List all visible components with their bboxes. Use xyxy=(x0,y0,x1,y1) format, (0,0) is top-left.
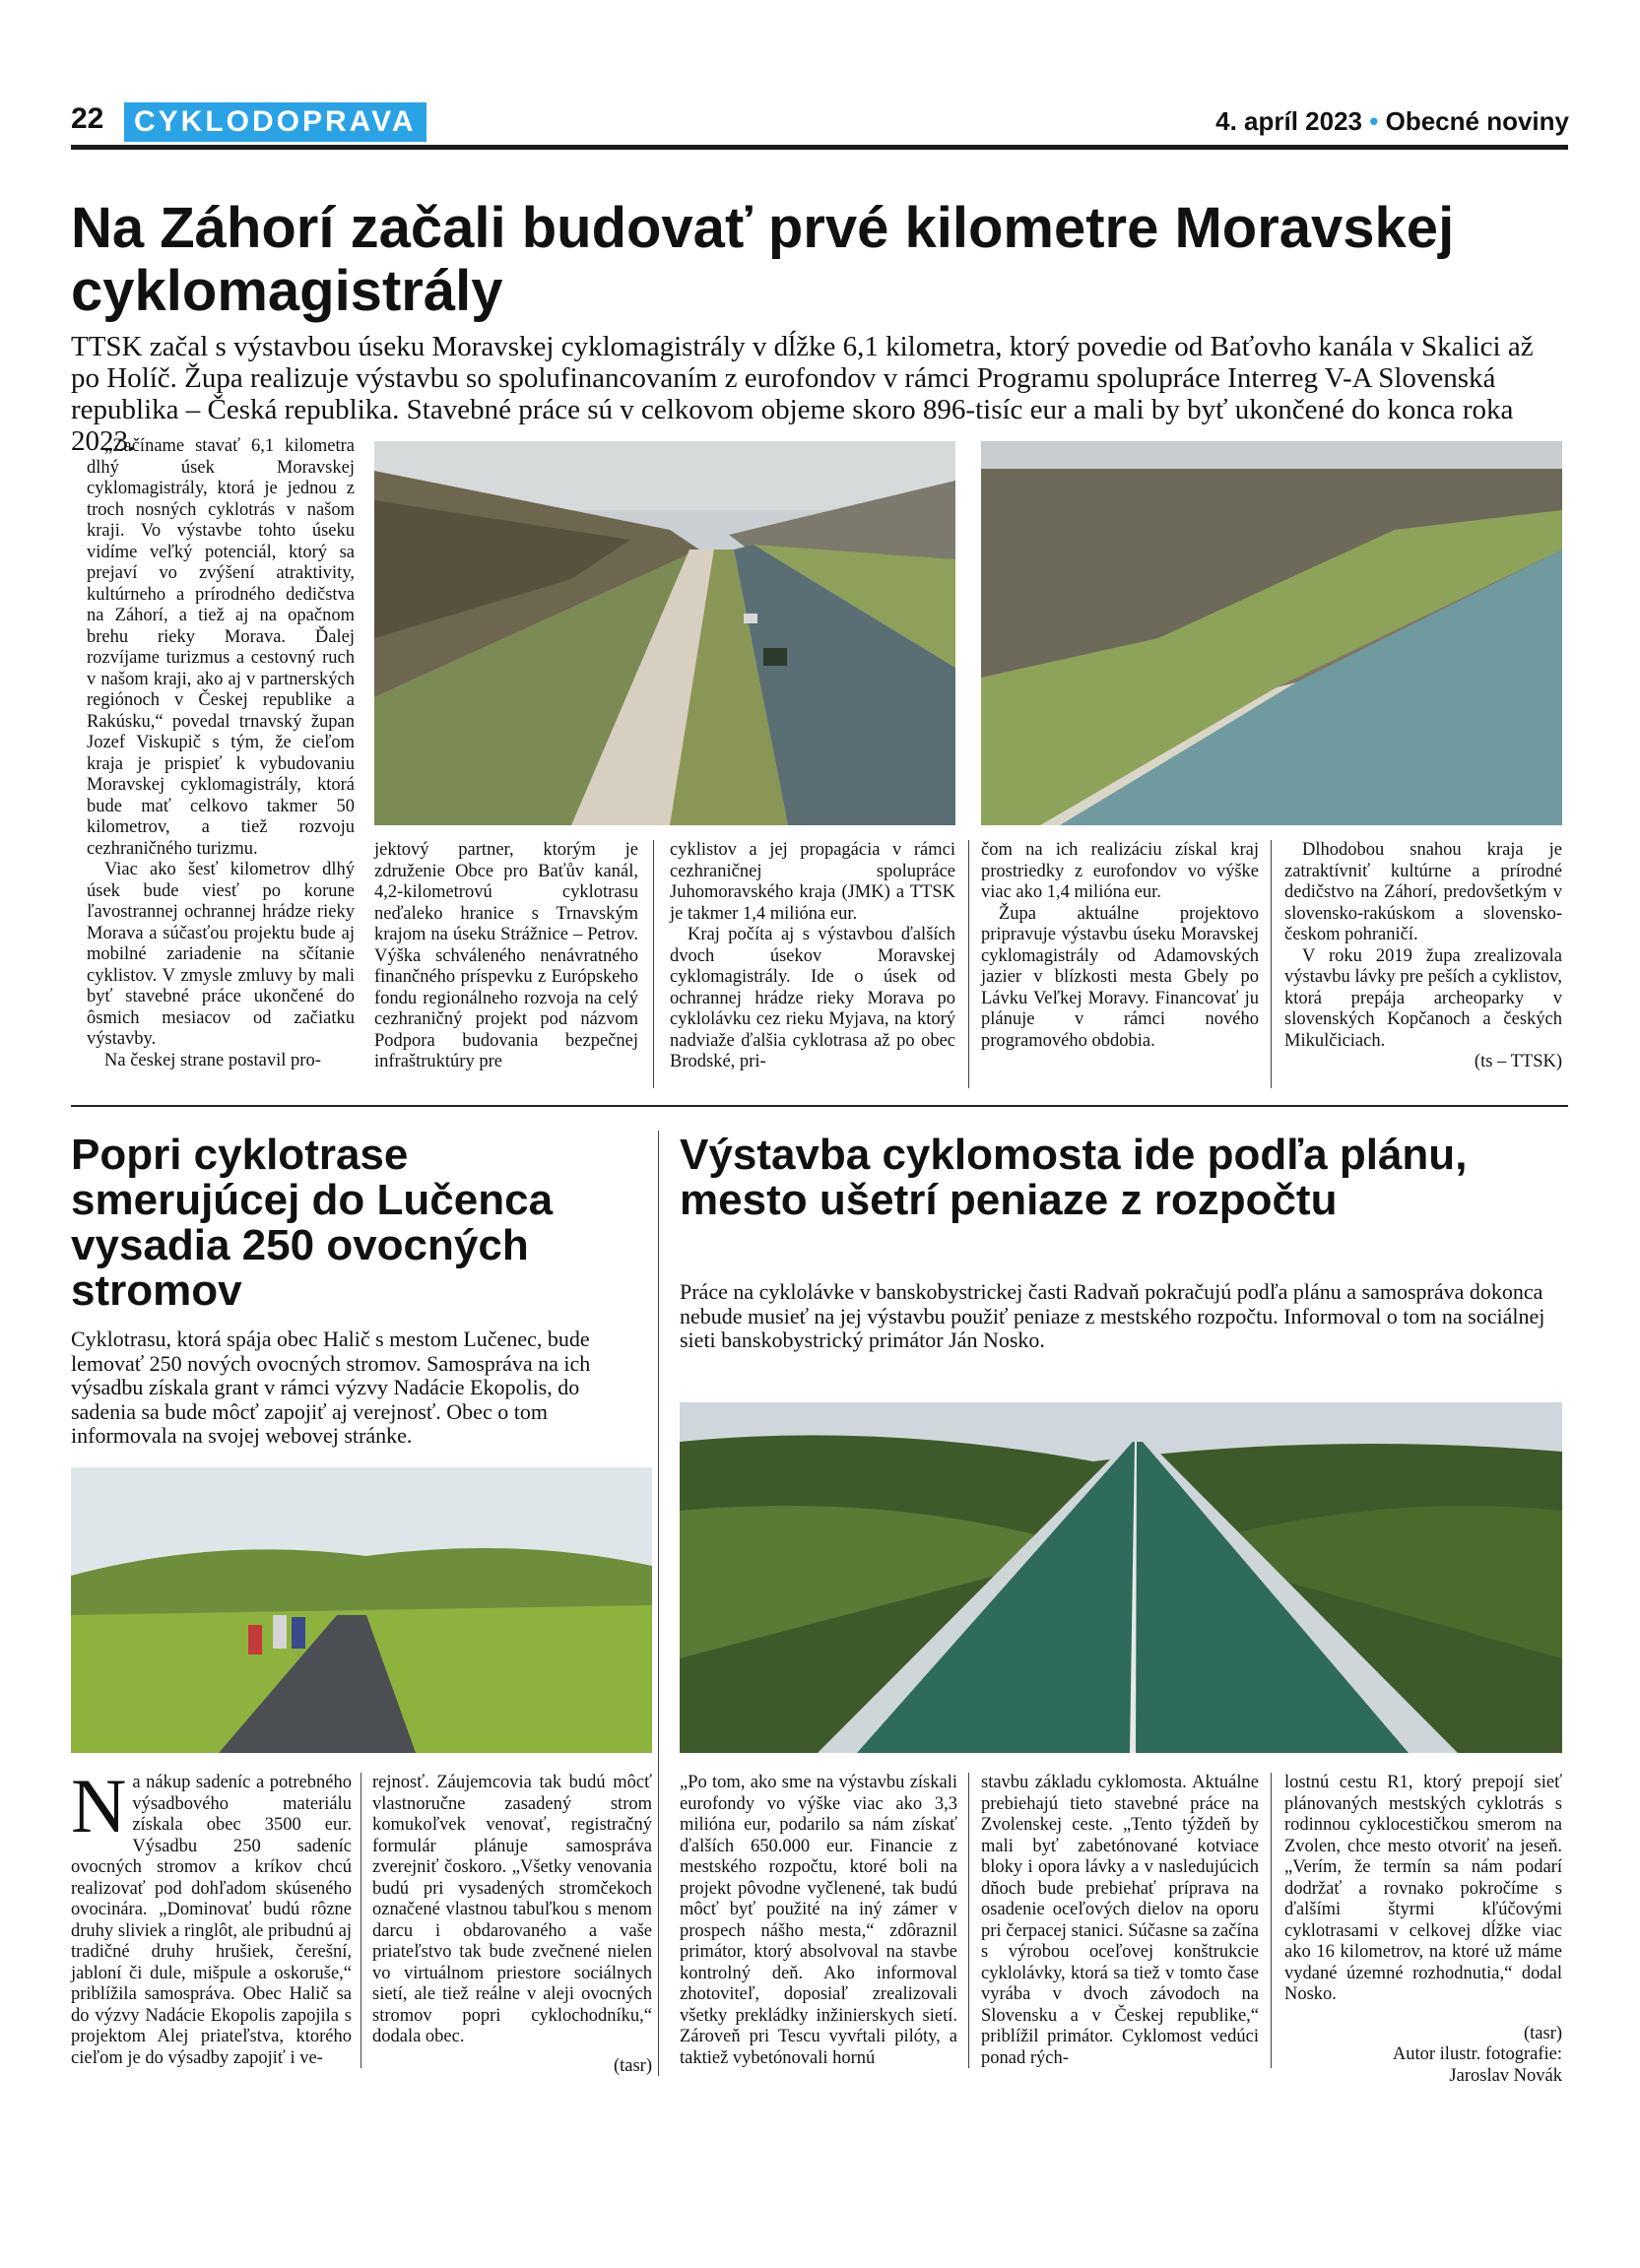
section-label: CYKLODOPRAVA xyxy=(124,102,426,142)
article1-column-3 xyxy=(670,840,955,1073)
column-divider xyxy=(1271,840,1272,1088)
publication-name: Obecné noviny xyxy=(1385,106,1569,136)
column-divider xyxy=(968,840,969,1088)
cyclists-photo xyxy=(71,1467,652,1753)
article2-column-1 xyxy=(71,1763,352,2069)
article2-paragraph: rejnosť. Záujemcovia tak budú môcť vlastnoručne zasadený strom komukoľvek venovať, registračný formulár plánuje samospráva zverejniť čoskoro. „Všetky venovania budú pri vysadených stromčekoch označené vlastnou tabuľkou s menom darcu i obdarovaného a vaše priateľstvo tak bude zvečnené nielen vo virtuálnom priestore sociálnych sietí, ale tiež reálne v aleji ovocných stromov popri cyklochodníku,“ dodala obec. xyxy=(372,1773,652,2046)
article1-headline: Na Záhorí začali budovať prvé kilometre Moravskej cyklomagistrály xyxy=(71,196,1455,323)
column-divider xyxy=(653,840,654,1088)
article3-lead: Práce na cyklolávke v banskobystrickej časti Radvaň pokračujú podľa plánu a samospráva dokonca nebude musieť na jej výstavbu použiť peniaze z mestského rozpočtu. Informoval o tom na sociálnej sieti banskobystrický primátor Ján Nosko. xyxy=(680,1279,1545,1352)
issue-date: 4. apríl 2023 xyxy=(1215,106,1363,136)
article2-signature: (tasr) xyxy=(613,2055,652,2076)
article3-paragraph: „Po tom, ako sme na výstavbu získali eurofondy vo výške viac ako 3,3 milióna eur, podarilo sa nám získať ďalších 650.000 eur. Financie z mestského rozpočtu, ktoré boli na projekt pôvodne vyčlenené, tak budú môcť byť použité na iný zámer v prospech nášho mesta,“ zdôraznil primátor, ktorý absolvoval na stavbe kontrolný deň. Ako informoval zhotoviteľ, doposiaľ zrealizovali všetky prekládky inžinierskych sietí. Zároveň pri Tescu vyvŕtali pilóty, a taktiež vybetónovali hornú xyxy=(680,1773,957,2068)
cycle-bridge-photo xyxy=(680,1402,1562,1753)
column-divider xyxy=(1271,1773,1272,2068)
article1-paragraph: V roku 2019 župa zrealizovala výstavbu lávky pre peších a cyklistov, ktorá prepája archeoparky v slovenských Kopčanoch a českých Mikulčiciach. xyxy=(1284,945,1562,1051)
dropcap-letter: N xyxy=(71,1763,127,1848)
article1-column-5 xyxy=(1284,840,1562,1073)
article1-paragraph: Kraj počíta aj s výstavbou ďalších dvoch úsekov Moravskej cyklomagistrály. Ide o úsek od ochrannej hrádze rieky Morava po cyklolávku cez rieku Myjava, na ktorý nadviaže ďalšia cyklotrasa až po obec Brodské, pri- xyxy=(670,925,955,1071)
article1-paragraph: Na českej strane postavil pro- xyxy=(104,1050,321,1070)
canal-path-photo xyxy=(374,441,955,825)
article3-paragraph: stavbu základu cyklomosta. Aktuálne prebiehajú tieto stavebné práce na Zvolenskej ceste. „Tento týždeň by mali byť zabetónované kotviace bloky i opora lávky a v nasledujúcich dňoch bude prebiehať príprava na osadenie oceľových dielov na oporu pri čerpacej stanici. Súčasne sa začína s výrobou oceľovej konštrukcie cyklolávky, ktorá sa tiež v tomto čase vyrába v dvoch závodoch na Slovensku a v Českej republike,“ priblížil primátor. Cyklomost vedúci ponad rých- xyxy=(981,1773,1259,2068)
article1-paragraph: Dlhodobou snahou kraja je zatraktívniť kultúrne a prírodné dedičstvo na Záhorí, predovšetkým v slovensko-rakúskom a slovensko-českom pohraničí. xyxy=(1284,840,1562,944)
photo-credit-name: Jaroslav Novák xyxy=(1449,2065,1562,2086)
article1-column-4 xyxy=(981,840,1259,1052)
article1-paragraph: čom na ich realizáciu získal kraj prostriedky z eurofondov vo výške viac ako 1,4 milióna eur. xyxy=(981,840,1259,902)
article1-column-1 xyxy=(87,436,355,1071)
article3-headline: Výstavba cyklomosta ide podľa plánu, mesto ušetrí peniaze z rozpočtu xyxy=(680,1131,1468,1224)
article3-column-1 xyxy=(680,1773,957,2069)
article1-paragraph: jektový partner, ktorým je združenie Obce pro Baťův kanál, 4,2-kilometrovú cyklotrasu neďaleko hranice s Trnavským krajom na úseku Strážnice – Petrov. Výška schváleného nenávratného finančného príspevku z Európskeho fondu regionálneho rozvoja na celý cezhraničný projekt pod názvom Podpora budovania bezpečnej infraštruktúry pre xyxy=(374,840,638,1071)
column-divider xyxy=(968,1773,969,2068)
article2-headline: Popri cyklotrase smerujúcej do Lučenca vysadia 250 ovocných stromov xyxy=(71,1131,554,1315)
river-aerial-photo xyxy=(981,441,1562,825)
article1-column-2 xyxy=(374,840,638,1073)
page-number: 22 xyxy=(71,102,104,135)
article3-column-2 xyxy=(981,1773,1259,2069)
separator-dot: • xyxy=(1369,106,1379,136)
article3-paragraph: lostnú cestu R1, ktorý prepojí sieť plánovaných mestských cyklotrás s rodinnou cyklocestičkou smerom na Zvolen, chce mesto otvoriť na jeseň. „Verím, že termín sa nám podarí dodržať a rovnako pokročíme s ďalšími štyrmi kľúčovými cyklotrasami v celkovej dĺžke viac ako 16 kilometrov, na ktoré už máme vydané územné rozhodnutia,“ dodal Nosko. xyxy=(1284,1773,1562,2004)
article3-column-3 xyxy=(1284,1773,1562,2087)
article2-lead: Cyklotrasu, ktorá spája obec Halič s mestom Lučenec, bude lemovať 250 nových ovocných stromov. Samospráva na ich výsadbu získala grant v rámci výzvy Nadácie Ekopolis, do sadenia sa bude môcť zapojiť aj verejnosť. Obec o tom informovala na svojej webovej stránke. xyxy=(71,1327,591,1448)
section-rule xyxy=(71,1105,1568,1107)
article1-paragraph: Viac ako šesť kilometrov dlhý úsek bude viesť po korune ľavostrannej ochrannej hrádze rieky Morava a súčasťou projektu bude aj mobilné zariadenie na sčítanie cyklistov. V zmysle zmluvy by mali byť stavebné práce ukončené do ôsmich mesiacov od začiatku výstavby. xyxy=(87,860,355,1049)
article-divider xyxy=(658,1131,659,2076)
article1-lead: TTSK začal s výstavbou úseku Moravskej cyklomagistrály v dĺžke 6,1 kilometra, ktorý povedie od Baťovho kanála v Skalici až po Holíč. Župa realizuje výstavbu so spolufinancovaním z eurofondov v rámci Programu spolupráce Interreg V-A Slovenská republika – Česká republika. Stavebné práce sú v celkovom objeme skoro 896-tisíc eur a mali by byť ukončené do konca roka 2023. xyxy=(71,331,1534,457)
header-rule xyxy=(71,145,1568,150)
dateline xyxy=(1215,106,1569,137)
article2-column-2 xyxy=(372,1773,652,2077)
photo-credit-label: Autor ilustr. fotografie: xyxy=(1392,2044,1562,2064)
article1-paragraph: cyklistov a jej propagácia v rámci cezhraničnej spolupráce Juhomoravského kraja (JMK) a TTSK je takmer 1,4 milióna eur. xyxy=(670,840,955,924)
article3-signature: (tasr) xyxy=(1523,2023,1562,2043)
article2-paragraph: a nákup sadeníc a potrebného výsadbového materiálu získala obec 3500 eur. Výsadbu 250 sadeníc ovocných stromov a kríkov chcú realizovať pod dohľadom skúseného ovocinára. „Dominovať budú rôzne druhy sliviek a ringlôt, ale pribudnú aj tradičné druhy hrušiek, čerešní, jabloní či dule, mišpule a oskoruše,“ priblížila samospráva. Obec Halič sa do výzvy Nadácie Ekopolis zapojila s projektom Alej priateľstva, ktorého cieľom je do výsadby zapojiť i ve- xyxy=(71,1773,352,2068)
article1-paragraph: Župa aktuálne projektovo pripravuje výstavbu úseku Moravskej cyklomagistrály od Adamovských jazier v blízkosti mesta Gbely po Lávku Veľkej Moravy. Financovať ju plánuje v rámci nového programového obdobia. xyxy=(981,903,1259,1051)
article1-signature: (ts – TTSK) xyxy=(1474,1052,1562,1071)
article1-paragraph: „Začíname stavať 6,1 kilometra dlhý úsek Moravskej cyklomagistrály, ktorá je jednou z troch nosných cyklotrás v našom kraji. Vo výstavbe tohto úseku vidíme veľký potenciál, ktorý sa prejaví vo zvýšení atraktivity, kultúrneho a prírodného dedičstva na Záhorí, a tiež aj na opačnom brehu rieky Morava. Ďalej rozvíjame turizmus a cestovný ruch v našom kraji, ako aj v partnerských regiónoch v Českej republike a Rakúsku,“ povedal trnavský župan Jozef Viskupič s tým, že cieľom kraja je prispieť k vybudovaniu Moravskej cyklomagistrály, ktorá bude mať celkovo takmer 50 kilometrov, a tiež rozvoju cezhraničného turizmu. xyxy=(87,436,355,859)
